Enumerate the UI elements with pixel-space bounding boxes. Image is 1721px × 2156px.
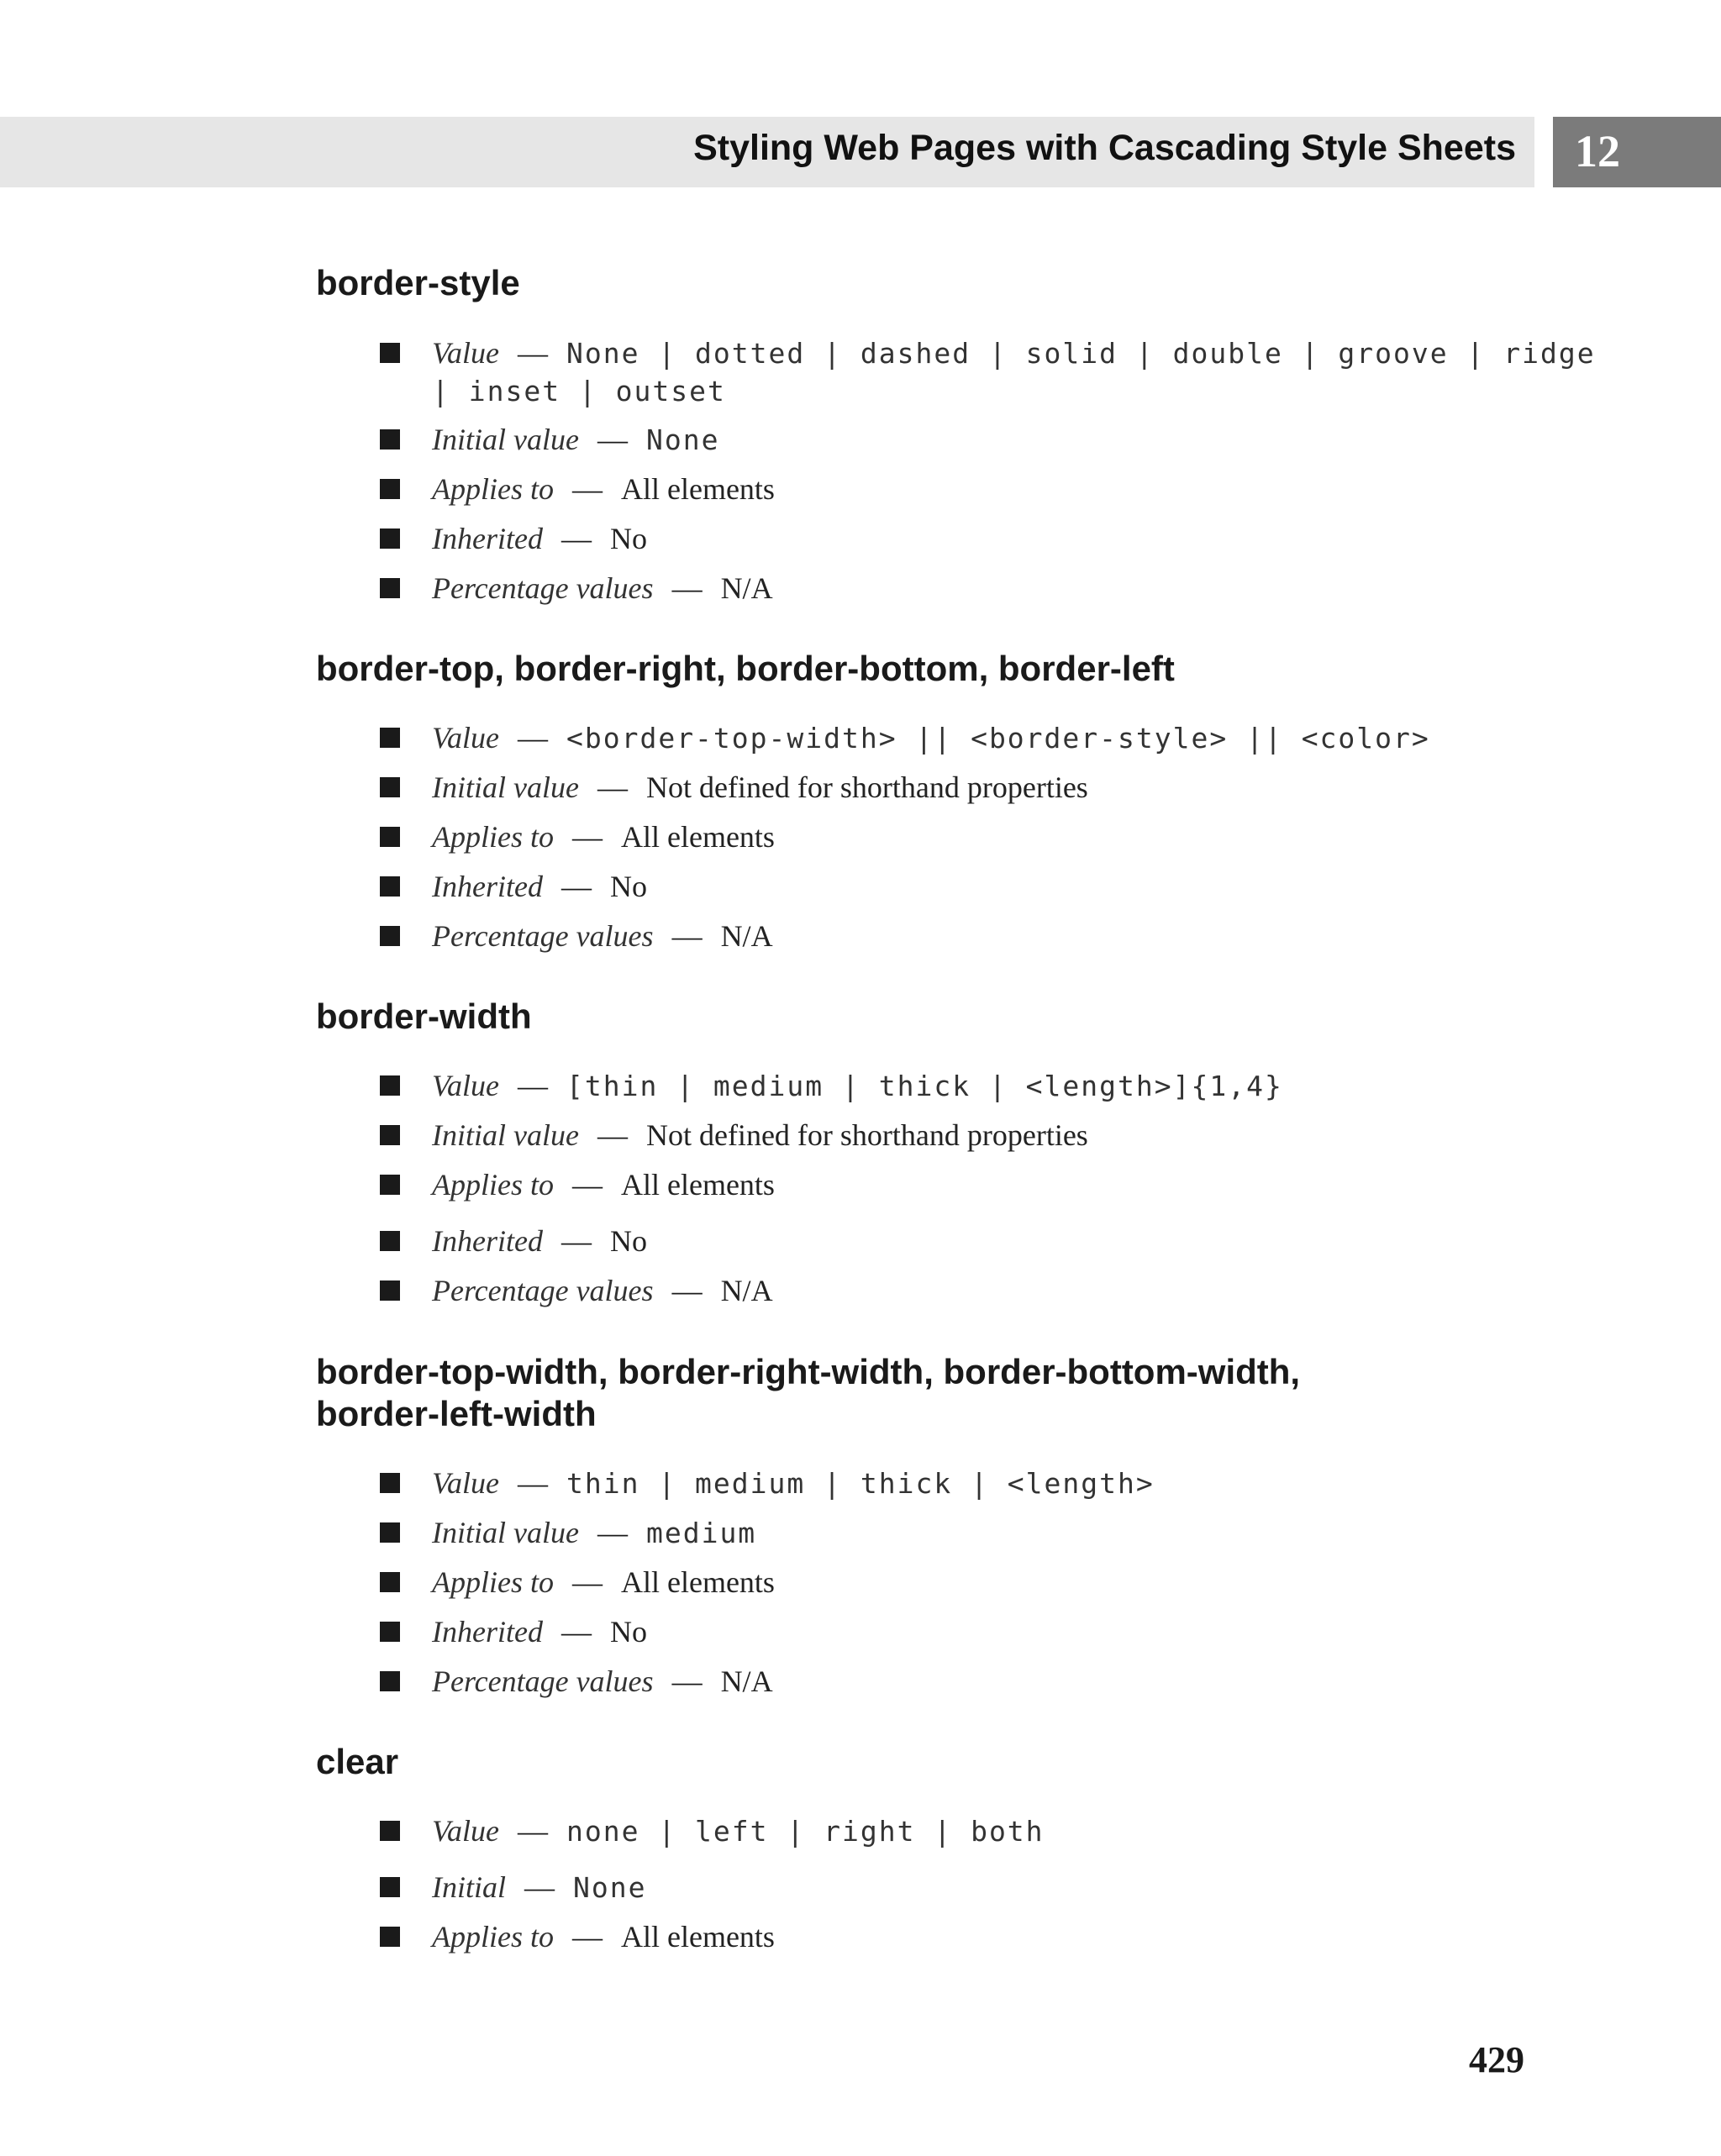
property-value: All elements xyxy=(620,820,775,854)
section-heading: clear xyxy=(316,1742,399,1781)
square-bullet-icon xyxy=(380,1821,400,1841)
property-label: Value xyxy=(432,1466,499,1500)
square-bullet-icon xyxy=(380,1572,400,1592)
property-label: Initial value xyxy=(432,1118,579,1152)
property-value: No xyxy=(609,1224,647,1258)
square-bullet-icon xyxy=(380,1622,400,1642)
property-label: Value xyxy=(432,1069,499,1102)
square-bullet-icon xyxy=(380,1522,400,1543)
square-bullet-icon xyxy=(380,1075,400,1096)
property-value: Not defined for shorthand properties xyxy=(645,770,1088,804)
property-value: N/A xyxy=(720,571,773,605)
property-label: Percentage values xyxy=(432,1664,654,1698)
property-value: [thin | medium | thick | <length>]{1,4} xyxy=(566,1070,1283,1102)
property-value: None | dotted | dashed | solid | double | groove | ridge | inset | outset xyxy=(432,337,1596,408)
section-heading: border-top, border-right, border-bottom, border-left xyxy=(316,649,1175,688)
square-bullet-icon xyxy=(380,1231,400,1251)
square-bullet-icon xyxy=(380,876,400,897)
property-value: <border-top-width> || <border-style> || <color> xyxy=(566,722,1430,755)
running-header-title: Styling Web Pages with Cascading Style Sheets xyxy=(693,128,1516,168)
square-bullet-icon xyxy=(380,1877,400,1897)
square-bullet-icon xyxy=(380,1125,400,1145)
property-label: Inherited xyxy=(432,1615,543,1649)
square-bullet-icon xyxy=(380,1927,400,1947)
property-value: None xyxy=(645,423,720,456)
square-bullet-icon xyxy=(380,429,400,450)
property-label: Inherited xyxy=(432,1224,543,1258)
property-label: Applies to xyxy=(432,1565,554,1599)
property-label: Value xyxy=(432,1814,499,1848)
square-bullet-icon xyxy=(380,777,400,797)
property-label: Applies to xyxy=(432,1168,554,1202)
square-bullet-icon xyxy=(380,1175,400,1195)
property-label: Value xyxy=(432,721,499,755)
property-label: Applies to xyxy=(432,1920,554,1954)
square-bullet-icon xyxy=(380,728,400,748)
chapter-number-tab xyxy=(1553,117,1721,187)
property-value: medium xyxy=(645,1517,757,1549)
property-value: none | left | right | both xyxy=(566,1815,1045,1848)
property-label: Initial value xyxy=(432,770,579,804)
property-value: N/A xyxy=(720,1274,773,1307)
square-bullet-icon xyxy=(380,827,400,847)
square-bullet-icon xyxy=(380,1280,400,1301)
property-label: Inherited xyxy=(432,870,543,903)
property-label: Initial value xyxy=(432,1516,579,1549)
square-bullet-icon xyxy=(380,926,400,946)
square-bullet-icon xyxy=(380,528,400,549)
property-value: Not defined for shorthand properties xyxy=(645,1118,1088,1152)
property-value: N/A xyxy=(720,1664,773,1698)
property-value: All elements xyxy=(620,472,775,506)
square-bullet-icon xyxy=(380,1473,400,1493)
property-label: Inherited xyxy=(432,522,543,555)
property-label: Value xyxy=(432,336,499,370)
property-value: All elements xyxy=(620,1168,775,1202)
section-heading: border-style xyxy=(316,263,520,302)
property-label: Percentage values xyxy=(432,571,654,605)
property-value: No xyxy=(609,522,647,555)
property-label: Initial value xyxy=(432,423,579,456)
property-label: Percentage values xyxy=(432,919,654,953)
property-label: Applies to xyxy=(432,820,554,854)
property-value: All elements xyxy=(620,1920,775,1954)
property-value: All elements xyxy=(620,1565,775,1599)
square-bullet-icon xyxy=(380,578,400,598)
square-bullet-icon xyxy=(380,1671,400,1691)
page-number: 429 xyxy=(1469,2039,1524,2080)
property-value: No xyxy=(609,1615,647,1649)
square-bullet-icon xyxy=(380,343,400,363)
section-heading: border-top-width, border-right-width, border-bottom-width, border-left-width xyxy=(316,1352,1301,1433)
property-value: thin | medium | thick | <length> xyxy=(566,1467,1155,1500)
property-label: Percentage values xyxy=(432,1274,654,1307)
property-label: Initial xyxy=(432,1870,506,1904)
property-label: Applies to xyxy=(432,472,554,506)
chapter-number: 12 xyxy=(1575,126,1620,176)
property-value: None xyxy=(573,1871,647,1904)
square-bullet-icon xyxy=(380,479,400,499)
property-value: No xyxy=(609,870,647,903)
property-value: N/A xyxy=(720,919,773,953)
section-heading: border-width xyxy=(316,996,532,1036)
